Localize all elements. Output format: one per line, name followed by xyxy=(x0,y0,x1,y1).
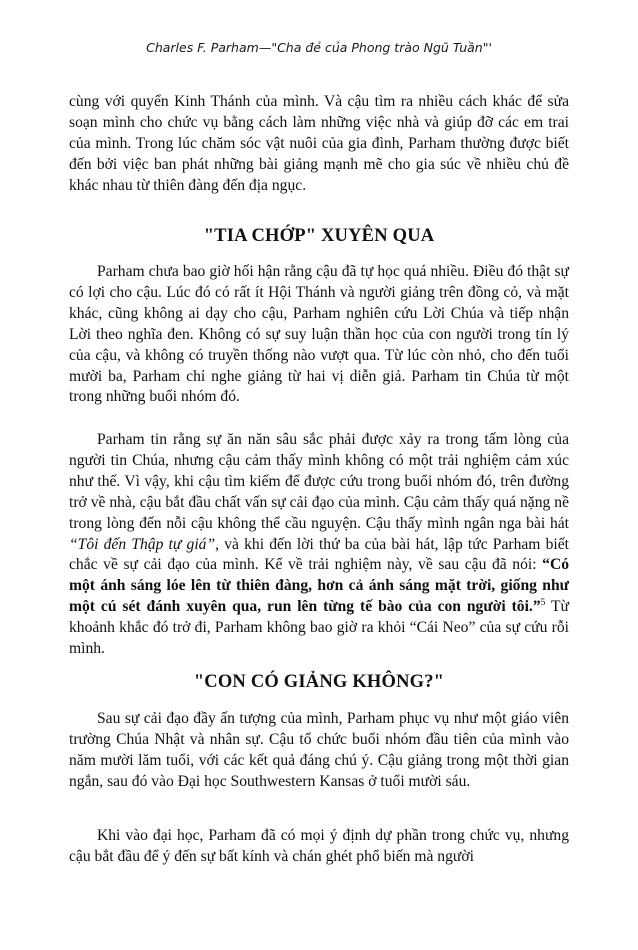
paragraph-intro: cùng với quyển Kinh Thánh của mình. Và cậu tìm ra nhiều cách khác để sửa soạn mình cho chức vụ bằng cách làm những việc nhà và giúp đỡ các em trai của mình. Trong lúc chăm sóc vật nuôi của gia đình, Parham thường được biết đến bởi việc ban phát những bài giảng mạnh mẽ cho gia súc về nhiều chủ đề khác nhau từ thiên đàng đến địa ngục. xyxy=(69,93,569,194)
paragraph-university: Khi vào đại học, Parham đã có mọi ý định dự phần trong chức vụ, nhưng cậu bắt đầu để ý đến sự bất kính và chán ghét phổ biến mà người xyxy=(69,827,569,865)
paragraph-conversion xyxy=(69,430,569,660)
section-heading-lightning: "TIA CHỚP" XUYÊN QUA xyxy=(203,226,435,246)
paragraph-conversion-text-3: Từ khoảnh khắc đó trở đi, Parham không bao giờ ra khỏi “Cái Neo” của sự cứu rỗi mình. xyxy=(69,598,570,658)
paragraph-conversion-text-1: Parham tin rằng sự ăn năn sâu sắc phải được xảy ra trong tấm lòng của người tin Chúa, nhưng cậu cảm thấy mình không có một trải nghiệm cảm xúc như thế. Vì vậy, khi cậu tìm kiếm để được cứu trong buổi nhóm đó, trên đường trở về nhà, cậu bắt đầu chất vấn sự cải đạo của mình. Cậu cảm thấy quá nặng nề trong lòng đến nỗi cậu không thể cầu nguyện. Cậu thấy mình ngân nga bài hát xyxy=(69,431,569,532)
conversion-quote: “Có một ánh sáng lóe lên từ thiên đàng, hơn cả ánh sáng mặt trời, giống như một cú sét đánh xuyên qua, run lên từng tế bào của con người tôi.” xyxy=(69,556,569,616)
paragraph-conversion-text-2: , và khi đến lời thứ ba của bài hát, lập tức Parham biết chắc về sự cải đạo của mình. Kể về trải nghiệm này, về sau cậu đã nói: xyxy=(69,535,569,574)
song-title: “Tôi đến Thập tự giá” xyxy=(69,535,216,553)
footnote-marker: 5 xyxy=(540,598,546,609)
paragraph-sunday-school: Sau sự cải đạo đầy ấn tượng của mình, Parham phục vụ như một giáo viên trường Chúa Nhật và nhân sự. Cậu tổ chức buổi nhóm đầu tiên của mình vào năm mười lăm tuổi, với các kết quả đáng chú ý. Cậu giảng trong một thời gian ngắn, sau đó vào Đại học Southwestern Kansas ở tuổi mười sáu. xyxy=(69,710,569,790)
running-header: Charles F. Parham—"Cha đẻ của Phong trào Ngũ Tuần"' xyxy=(146,40,492,55)
section-heading-preaching: "CON CÓ GIẢNG KHÔNG?" xyxy=(193,672,445,692)
paragraph-self-study: Parham chưa bao giờ hối hận rằng cậu đã tự học quá nhiều. Điều đó thật sự có lợi cho cậu. Lúc đó có rất ít Hội Thánh và người giảng trên đồng cỏ, và mặt khác, cũng không ai dạy cho cậu, Parham nghiên cứu Lời Chúa và tiếp nhận Lời theo nghĩa đen. Không có sự suy luận thần học của con người trong tín lý của cậu, và không có truyền thống nào vượt qua. Từ lúc còn nhỏ, cho đến tuổi mười ba, Parham chỉ nghe giảng từ hai vị diễn giả. Parham tin Chúa từ một trong những buổi nhóm đó. xyxy=(69,263,569,406)
